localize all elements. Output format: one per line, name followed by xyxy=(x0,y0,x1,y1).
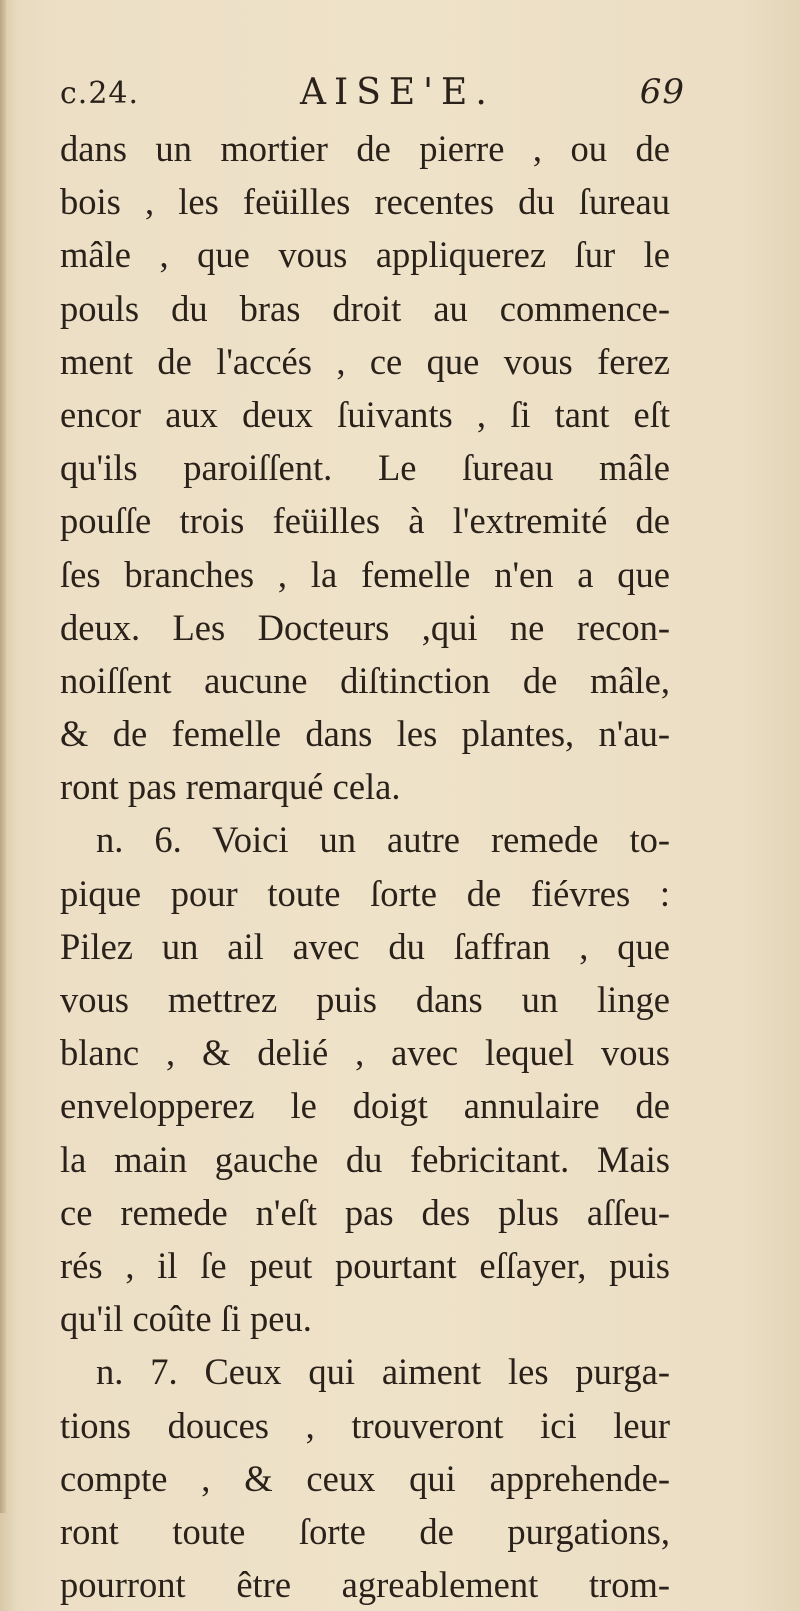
text-line: qu'ils paroiſſent. Le ſureau mâle xyxy=(60,447,670,489)
text-line: la main gauche du febricitant. Mais xyxy=(60,1138,670,1180)
text-line: pouſſe trois feüilles à l'extremité de xyxy=(60,500,670,542)
text-line: ment de l'accés , ce que vous ferez xyxy=(60,340,670,382)
text-line: ront pas remarqué cela. xyxy=(60,766,401,808)
text-line: ce remede n'eſt pas des plus aſſeu- xyxy=(60,1191,670,1233)
text-line: n. 6. Voici un autre remede to- xyxy=(96,819,670,861)
running-head xyxy=(60,72,685,122)
text-line: noiſſent aucune diſtinction de mâle, xyxy=(60,659,670,701)
text-line: n. 7. Ceux qui aiment les purga- xyxy=(96,1351,670,1393)
text-line: deux. Les Docteurs ,qui ne recon- xyxy=(60,606,670,648)
text-line: pique pour toute ſorte de fiévres : xyxy=(60,872,670,914)
text-line: pourront être agreablement trom- xyxy=(60,1564,670,1606)
text-line: blanc , & delié , avec lequel vous xyxy=(60,1032,670,1074)
text-line: encor aux deux ſuivants , ſi tant eſt xyxy=(60,393,670,435)
chapter-marker: c.24. xyxy=(60,76,140,111)
text-line: ſes branches , la femelle n'en a que xyxy=(60,553,670,595)
text-line: vous mettrez puis dans un linge xyxy=(60,979,670,1020)
text-line: qu'il coûte ſi peu. xyxy=(60,1298,312,1340)
text-line: pouls du bras droit au commence- xyxy=(60,287,670,329)
text-line: & de femelle dans les plantes, n'au- xyxy=(60,713,670,755)
text-line: dans un mortier de pierre , ou de xyxy=(60,128,670,169)
page-edge xyxy=(0,0,6,1513)
text-line: envelopperez le doigt annulaire de xyxy=(60,1085,670,1127)
text-line: ront toute ſorte de purgations, xyxy=(60,1510,670,1552)
body-text xyxy=(60,122,680,1611)
text-line: mâle , que vous appliquerez ſur le xyxy=(60,234,670,276)
running-title: AISE'E. xyxy=(300,72,495,113)
text-line: bois , les feüilles recentes du ſureau xyxy=(60,181,670,223)
text-line: Pilez un ail avec du ſaffran , que xyxy=(60,925,670,967)
text-line: tions douces , trouveront ici leur xyxy=(60,1404,670,1446)
book-page xyxy=(60,72,685,1611)
text-line: compte , & ceux qui apprehende- xyxy=(60,1457,670,1499)
page-number: 69 xyxy=(639,72,685,112)
text-line: rés , il ſe peut pourtant eſſayer, puis xyxy=(60,1244,670,1286)
